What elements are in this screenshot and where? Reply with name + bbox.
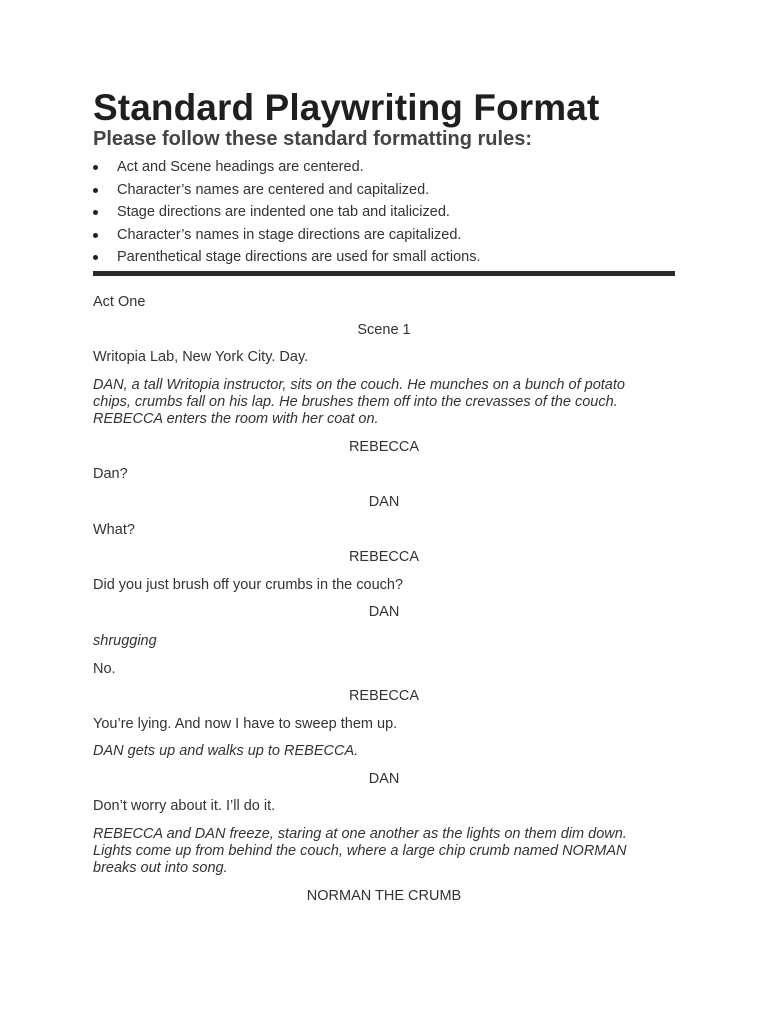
section-divider xyxy=(93,271,675,276)
dialogue-line: Dan? xyxy=(93,466,128,482)
rule-text: Character’s names are centered and capitalized. xyxy=(117,181,430,198)
bullet-icon xyxy=(93,210,98,215)
stage-direction-line: chips, crumbs fall on his lap. He brushes them off into the crevasses of the couch. xyxy=(93,394,618,410)
stage-direction-line: breaks out into song. xyxy=(93,860,228,876)
stage-direction: DAN gets up and walks up to REBECCA. xyxy=(93,743,359,759)
rule-item xyxy=(93,157,481,180)
page-subtitle: Please follow these standard formatting rules: xyxy=(93,128,532,150)
dialogue-line: Did you just brush off your crumbs in the couch? xyxy=(93,577,404,593)
character-name: REBECCA xyxy=(348,688,420,704)
stage-direction xyxy=(93,826,683,877)
parenthetical-direction: shrugging xyxy=(93,633,157,649)
stage-direction xyxy=(93,377,683,428)
act-heading: Act One xyxy=(93,294,146,310)
bullet-icon xyxy=(93,165,98,170)
rule-item xyxy=(93,225,481,248)
character-name: DAN xyxy=(368,604,400,620)
character-name: DAN xyxy=(368,494,400,510)
setting-line: Writopia Lab, New York City. Day. xyxy=(93,349,309,365)
bullet-icon xyxy=(93,233,98,238)
rule-text: Character’s names in stage directions are capitalized. xyxy=(117,226,462,243)
bullet-icon xyxy=(93,255,98,260)
stage-direction-line: Lights come up from behind the couch, where a large chip crumb named NORMAN xyxy=(93,843,627,859)
dialogue-line: What? xyxy=(93,522,135,538)
character-name: DAN xyxy=(368,771,400,787)
rule-item xyxy=(93,247,481,270)
bullet-icon xyxy=(93,188,98,193)
scene-heading: Scene 1 xyxy=(357,322,411,338)
character-name: REBECCA xyxy=(348,439,420,455)
rule-item xyxy=(93,180,481,203)
rule-text: Stage directions are indented one tab and italicized. xyxy=(117,204,450,221)
character-name: NORMAN THE CRUMB xyxy=(306,888,462,904)
dialogue-line: You’re lying. And now I have to sweep them up. xyxy=(93,716,398,732)
character-name: REBECCA xyxy=(348,549,420,565)
formatting-rules-list xyxy=(93,157,481,270)
rule-text: Act and Scene headings are centered. xyxy=(117,159,364,175)
dialogue-line: No. xyxy=(93,661,116,677)
stage-direction-line: REBECCA and DAN freeze, staring at one another as the lights on them dim down. xyxy=(93,826,627,842)
dialogue-line: Don’t worry about it. I’ll do it. xyxy=(93,798,276,814)
stage-direction-line: REBECCA enters the room with her coat on. xyxy=(93,411,379,427)
rule-text: Parenthetical stage directions are used for small actions. xyxy=(117,249,481,266)
stage-direction-line: DAN, a tall Writopia instructor, sits on the couch. He munches on a bunch of potato xyxy=(93,377,625,393)
rule-item xyxy=(93,202,481,225)
page-title: Standard Playwriting Format xyxy=(93,87,600,128)
